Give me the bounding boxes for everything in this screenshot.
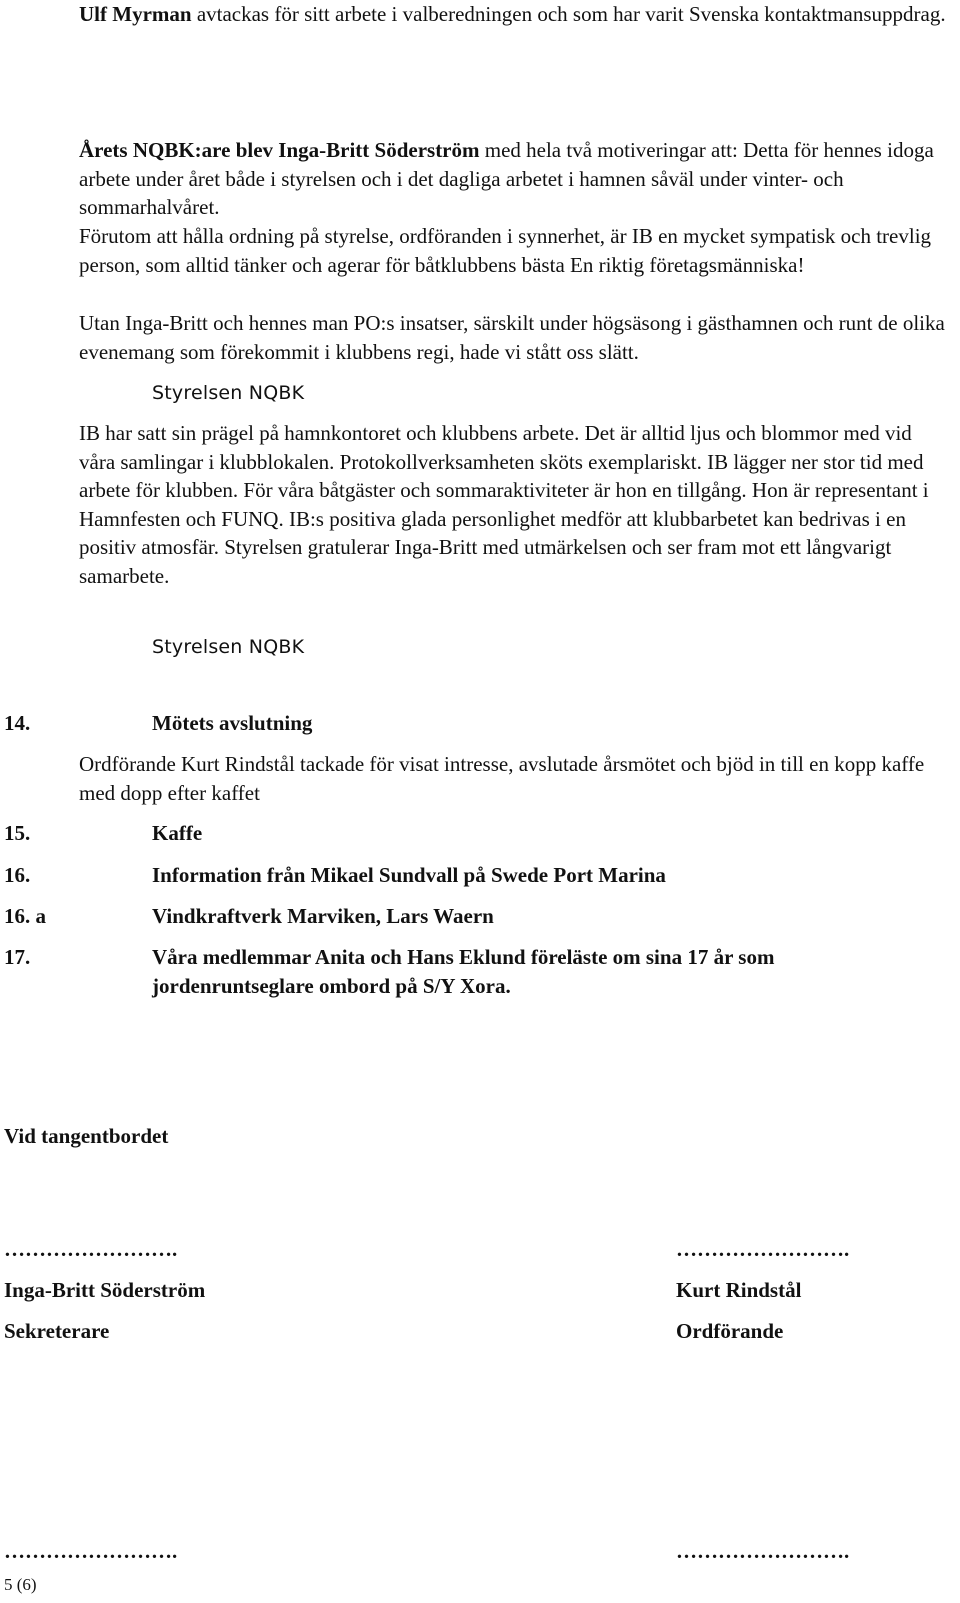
section-number: 16. a bbox=[4, 904, 46, 928]
signature-line-left-2: ……………………. bbox=[4, 1539, 178, 1563]
award-lead: Årets NQBK:are blev Inga-Britt Söderström bbox=[79, 138, 480, 162]
signer-name-left: Inga-Britt Söderström bbox=[4, 1278, 206, 1302]
paragraph-thanks-po: Utan Inga-Britt och hennes man PO:s insatser, särskilt under högsäsong i gästhamnen och runt de olika evenemang som förekommit i klubbens regi, hade vi stått oss slätt. bbox=[79, 311, 945, 364]
paragraph-text: med hela två motiveringar att: Detta för hennes idoga arbete under året både i styrelsen och i det dagliga arbetet i hamnen såväl under vinter- och sommarhalvåret. bbox=[79, 138, 934, 220]
signature-line-right-2: ……………………. bbox=[676, 1539, 850, 1563]
page-number: 5 (6) bbox=[4, 1575, 37, 1594]
signature-board-1: Styrelsen NQBK bbox=[152, 382, 305, 404]
signature-line-right: ……………………. bbox=[676, 1237, 850, 1261]
signer-role-left: Sekreterare bbox=[4, 1319, 110, 1343]
section-title: Mötets avslutning bbox=[152, 711, 313, 735]
paragraph-board-motivation: IB har satt sin prägel på hamnkontoret och klubbens arbete. Det är alltid ljus och blommor med vid våra samlingar i klubblokalen. Protokollverksamheten sköts exemplariskt. IB lägger ner stor tid med arbete för klubben. För våra båtgäster och sommaraktiviteter är hon en tillgång. Hon är representant i Hamnfesten och FUNQ. IB:s positiva glada personlighet medför att klubbarbetet kan bedrivas i en positiv atmosfär. Styrelsen gratulerar Inga-Britt med utmärkelsen och ser fram mot ett långvarigt samarbete. bbox=[79, 421, 929, 588]
section-title: Vindkraftverk Marviken, Lars Waern bbox=[152, 904, 494, 928]
signer-name-right: Kurt Rindstål bbox=[676, 1278, 802, 1302]
signature-board-2: Styrelsen NQBK bbox=[152, 636, 305, 658]
section-number: 14. bbox=[4, 711, 31, 735]
section-title: Våra medlemmar Anita och Hans Eklund föreläste om sina 17 år som jordenruntseglare ombord på S/Y Xora. bbox=[152, 945, 775, 998]
section-number: 16. bbox=[4, 863, 31, 887]
person-name: Ulf Myrman bbox=[79, 2, 192, 26]
section-number: 17. bbox=[4, 945, 31, 969]
section-title: Information från Mikael Sundvall på Swede Port Marina bbox=[152, 863, 666, 887]
section-number: 15. bbox=[4, 821, 31, 845]
signer-role-right: Ordförande bbox=[676, 1319, 784, 1343]
paragraph-motivation: Förutom att hålla ordning på styrelse, ordföranden i synnerhet, är IB en mycket sympatisk och trevlig person, som alltid tänker och agerar för båtklubbens bästa En riktig företagsmänniska! bbox=[79, 224, 932, 277]
closing-paragraph: Ordförande Kurt Rindstål tackade för visat intresse, avslutade årsmötet och bjöd in till en kopp kaffe med dopp efter kaffet bbox=[79, 752, 925, 805]
paragraph-thanks bbox=[79, 0, 949, 29]
signature-heading: Vid tangentbordet bbox=[4, 1124, 169, 1148]
section-title: Kaffe bbox=[152, 821, 203, 845]
paragraph-text: avtackas för sitt arbete i valberedningen och som har varit Svenska kontaktmansuppdrag. bbox=[191, 2, 946, 26]
paragraph-award bbox=[79, 136, 949, 222]
signature-line-left: ……………………. bbox=[4, 1237, 178, 1261]
